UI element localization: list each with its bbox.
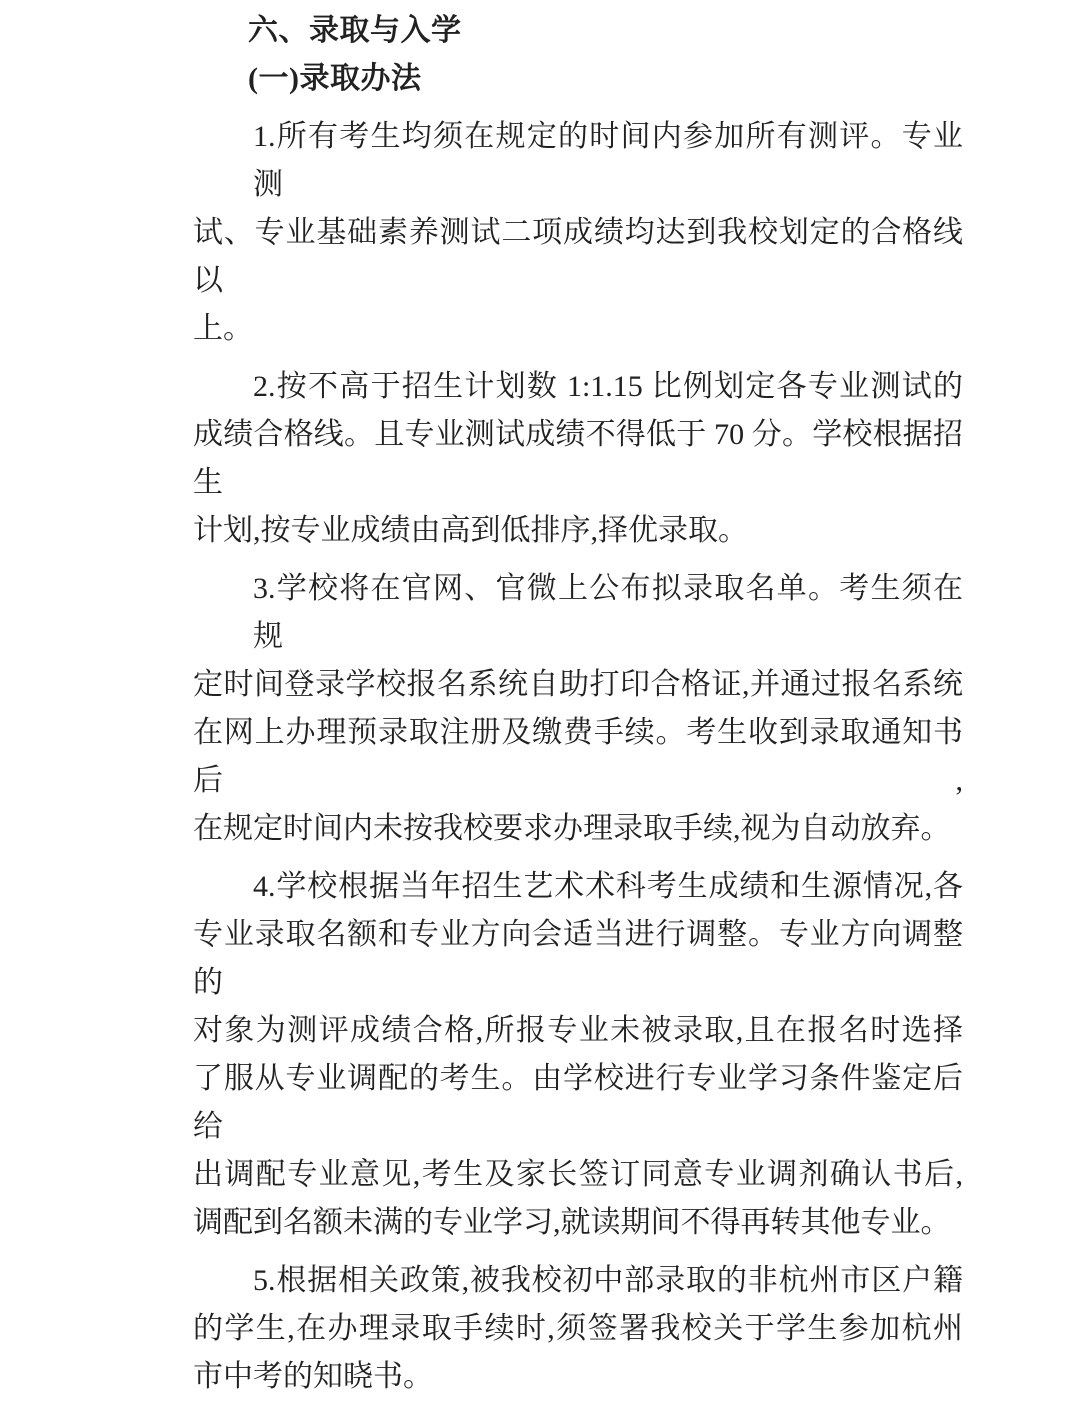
paragraph-line: 成绩合格线。且专业测试成绩不得低于 70 分。学校根据招生: [193, 418, 963, 499]
paragraph-2: [193, 363, 963, 555]
paragraph-line: 3.学校将在官网、官微上公布拟录取名单。考生须在规: [253, 572, 963, 653]
paragraph-5: [193, 1257, 963, 1401]
paragraph-line: 5.根据相关政策,被我校初中部录取的非杭州市区户籍: [253, 1264, 963, 1297]
paragraph-line: 的学生,在办理录取手续时,须签署我校关于学生参加杭州: [193, 1312, 963, 1345]
paragraph-line: 试、专业基础素养测试二项成绩均达到我校划定的合格线以: [193, 216, 963, 297]
paragraph-line: 在规定时间内未按我校要求办理录取手续,视为自动放弃。: [193, 812, 951, 845]
paragraph-line: 1.所有考生均须在规定的时间内参加所有测评。专业测: [253, 120, 963, 201]
paragraph-line: 了服从专业调配的考生。由学校进行专业学习条件鉴定后给: [193, 1062, 963, 1143]
paragraph-line: 在网上办理预录取注册及缴费手续。考生收到录取通知书后,: [193, 716, 963, 797]
paragraph-line: 市中考的知晓书。: [193, 1360, 433, 1393]
paragraph-1: [193, 113, 963, 353]
paragraph-line: 出调配专业意见,考生及家长签订同意专业调剂确认书后,: [193, 1158, 963, 1191]
paragraph-line: 上。: [193, 312, 253, 345]
paragraph-4: [193, 863, 963, 1247]
paragraph-line: 对象为测评成绩合格,所报专业未被录取,且在报名时选择: [193, 1014, 963, 1047]
subsection-heading: (一)录取办法: [248, 62, 422, 95]
section-heading: 六、录取与入学: [248, 14, 462, 47]
paragraph-line: 定时间登录学校报名系统自助打印合格证,并通过报名系统: [193, 668, 963, 701]
paragraph-line: 专业录取名额和专业方向会适当进行调整。专业方向调整的: [193, 918, 963, 999]
paragraph-line: 计划,按专业成绩由高到低排序,择优录取。: [193, 514, 748, 547]
document-body: [193, 7, 963, 1401]
paragraph-3: [193, 565, 963, 853]
paragraph-line: 调配到名额未满的专业学习,就读期间不得再转其他专业。: [193, 1206, 951, 1239]
paragraph-line: 4.学校根据当年招生艺术术科考生成绩和生源情况,各: [253, 870, 963, 903]
paragraph-line: 2.按不高于招生计划数 1:1.15 比例划定各专业测试的: [253, 370, 963, 403]
